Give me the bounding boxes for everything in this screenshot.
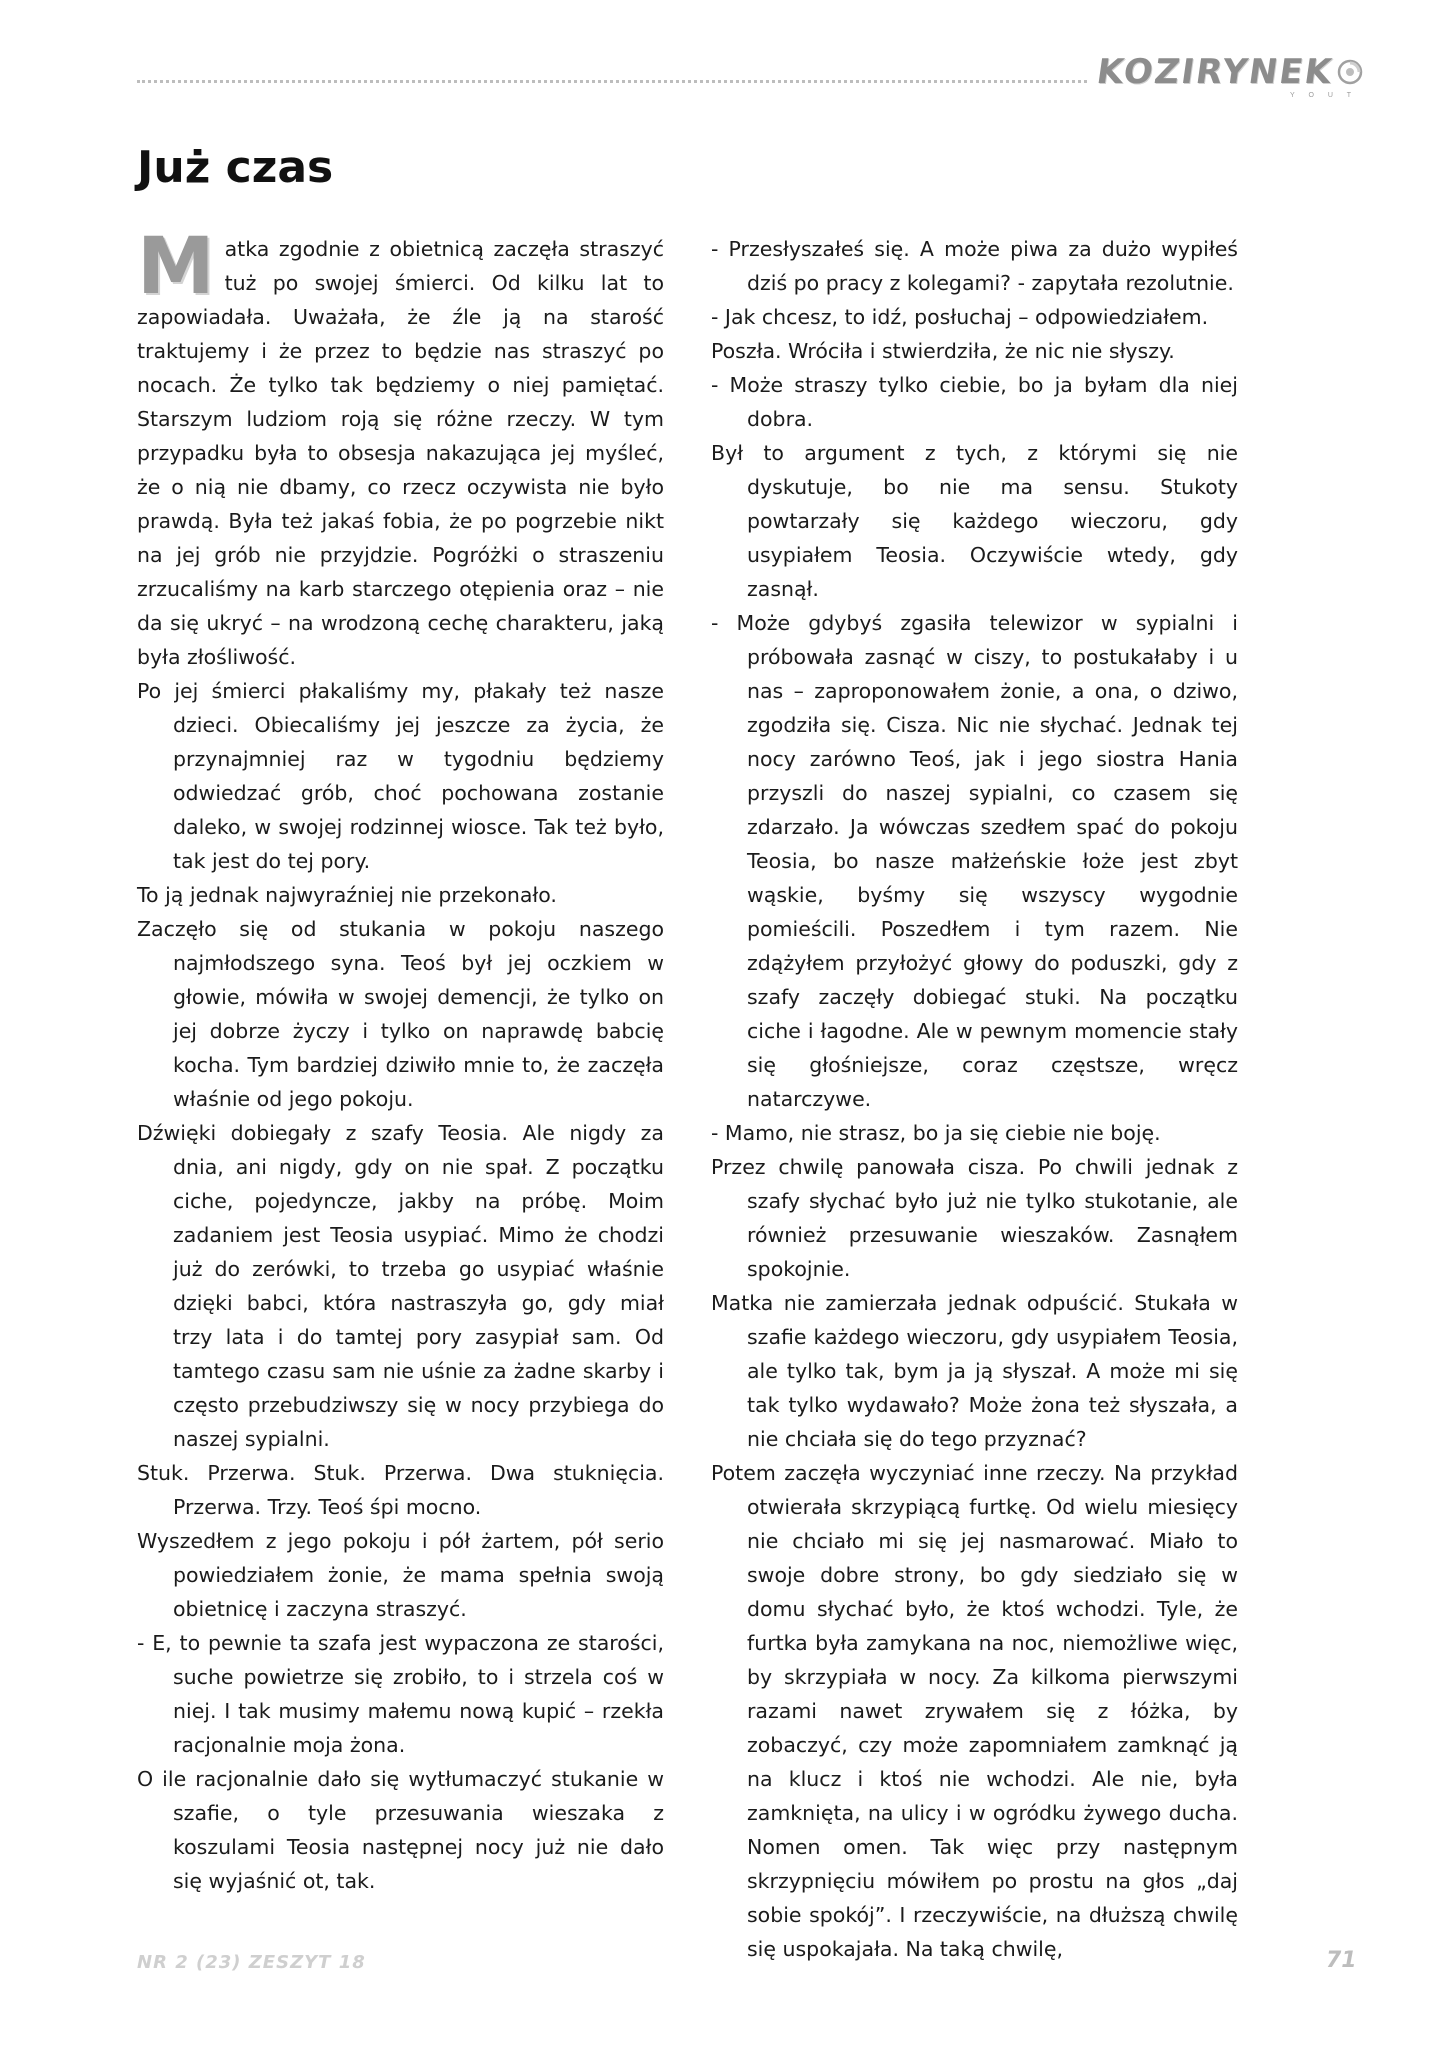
paragraph: Po jej śmierci płakaliśmy my, płakały też nasze dzieci. Obiecaliśmy jej jeszcze za życia, że przynajmniej raz w tygodniu będziemy odwiedzać grób, choć pochowana zostanie daleko, w swojej rodzinnej wiosce. Tak też było, tak jest do tej pory. bbox=[137, 679, 664, 873]
paragraph: Matka nie zamierzała jednak odpuścić. Stukała w szafie każdego wieczoru, gdy usypiałem Teosia, ale tylko tak, bym ja ją słyszał. A może mi się tak tylko wydawało? Może żona też słyszała, a nie chciała się do tego przyznać? bbox=[711, 1291, 1238, 1451]
lead-paragraph: Matka zgodnie z obietnicą zaczęła straszyć tuż po swojej śmierci. Od kilku lat to zapowiadała. Uważała, że źle ją na starość traktujemy i że przez to będzie nas straszyć po nocach. Że tylko tak będziemy o niej pamiętać. Starszym ludziom roją się różne rzeczy. W tym przypadku była to obsesja nakazująca jej myśleć, że o nią nie dbamy, co rzecz oczywista nie było prawdą. Była też jakaś fobia, że po pogrzebie nikt na jej grób nie przyjdzie. Pogróżki o straszeniu zrzucaliśmy na karb starczego otępienia oraz – nie da się ukryć – na wrodzoną cechę charakteru, jaką była złośliwość. bbox=[137, 222, 664, 669]
paragraph: - Może straszy tylko ciebie, bo ja byłam dla niej dobra. bbox=[711, 373, 1238, 431]
paragraph: Poszła. Wróciła i stwierdziła, że nic nie słyszy. bbox=[711, 339, 1175, 363]
page-number: 71 bbox=[1326, 1948, 1357, 1973]
paragraph: - Mamo, nie strasz, bo ja się ciebie nie boję. bbox=[711, 1121, 1161, 1145]
logo-text: KOZIRYNEK bbox=[1094, 52, 1336, 92]
paragraph: - E, to pewnie ta szafa jest wypaczona ze starości, suche powietrze się zrobiło, to i strzela coś w niej. I tak musimy małemu nową kupić – rzekła racjonalnie moja żona. bbox=[137, 1631, 664, 1757]
paragraph: - Może gdybyś zgasiła telewizor w sypialni i próbowała zasnąć w ciszy, to postukałaby i u nas – zaproponowałem żonie, a ona, o dziwo, zgodziła się. Cisza. Nic nie słychać. Jednak tej nocy zarówno Teoś, jak i jego siostra Hania przyszli do naszej sypialni, co czasem się zdarzało. Ja wówczas szedłem spać do pokoju Teosia, bo nasze małżeńskie łoże jest zbyt wąskie, byśmy się wszyscy wygodnie pomieścili. Poszedłem i tym razem. Nie zdążyłem przyłożyć głowy do poduszki, gdy z szafy zaczęły dobiegać stuki. Na początku ciche i łagodne. Ale w pewnym momencie stały się głośniejsze, coraz częstsze, wręcz natarczywe. bbox=[711, 611, 1238, 1111]
paragraph: Potem zaczęła wyczyniać inne rzeczy. Na przykład otwierała skrzypiącą furtkę. Od wielu miesięcy nie chciało mi się jej nasmarować. Miało to swoje dobre strony, bo gdy siedziało się w domu słychać było, że ktoś wchodzi. Tyle, że furtka była zamykana na noc, niemożliwe więc, by skrzypiała w nocy. Za kilkoma pierwszymi razami nawet zrywałem się z łóżka, by zobaczyć, czy może zapomniałem zamknąć ją na klucz i ktoś nie wchodzi. Ale nie, była zamknięta, na ulicy i w ogródku żywego ducha. Nomen omen. Tak więc przy następnym skrzypnięciu mówiłem po prostu na głos „daj sobie spokój”. I rzeczywiście, na dłuższą chwilę się uspokajała. Na taką chwilę, bbox=[711, 1461, 1238, 1961]
paragraph: Zaczęło się od stukania w pokoju naszego najmłodszego syna. Teoś był jej oczkiem w głowie, mówiła w swojej demencji, że tylko on jej dobrze życzy i tylko on naprawdę babcię kocha. Tym bardziej dziwiło mnie to, że zaczęła właśnie od jego pokoju. bbox=[137, 917, 664, 1111]
paragraph: - Jak chcesz, to idź, posłuchaj – odpowiedziałem. bbox=[711, 305, 1209, 329]
paragraph: Stuk. Przerwa. Stuk. Przerwa. Dwa stuknięcia. Przerwa. Trzy. Teoś śpi mocno. bbox=[137, 1461, 664, 1519]
paragraph: O ile racjonalnie dało się wytłumaczyć stukanie w szafie, o tyle przesuwania wieszaka z koszulami Teosia następnej nocy już nie dało się wyjaśnić ot, tak. bbox=[137, 1767, 664, 1893]
paragraph: Przez chwilę panowała cisza. Po chwili jednak z szafy słychać było już nie tylko stukotanie, ale również przesuwanie wieszaków. Zasnąłem spokojnie. bbox=[711, 1155, 1238, 1281]
paragraph: To ją jednak najwyraźniej nie przekonało. bbox=[137, 883, 557, 907]
drop-cap: M bbox=[137, 222, 215, 312]
paragraph: Wyszedłem z jego pokoju i pół żartem, pół serio powiedziałem żonie, że mama spełnia swoją obietnicę i zaczyna straszyć. bbox=[137, 1529, 664, 1621]
paragraph: Był to argument z tych, z którymi się nie dyskutuje, bo nie ma sensu. Stukoty powtarzały się każdego wieczoru, gdy usypiałem Teosia. Oczywiście wtedy, gdy zasnął. bbox=[711, 441, 1238, 601]
left-column bbox=[137, 222, 664, 1898]
issue-label: NR 2 (23) ZESZYT 18 bbox=[137, 1952, 366, 1973]
paragraph: Dźwięki dobiegały z szafy Teosia. Ale nigdy za dnia, ani nigdy, gdy on nie spał. Z początku ciche, pojedyncze, jakby na próbę. Moim zadaniem jest Teosia usypiać. Mimo że chodzi już do zerówki, to trzeba go usypiać właśnie dzięki babci, która nastraszyła go, gdy miał trzy lata i do tamtej pory zasypiał sam. Od tamtego czasu sam nie uśnie za żadne skarby i często przebudziwszy się w nocy przybiega do naszej sypialni. bbox=[137, 1121, 664, 1451]
header-dotted-rule bbox=[137, 80, 1087, 83]
article-title: Już czas bbox=[137, 142, 334, 193]
paragraph: - Przesłyszałeś się. A może piwa za dużo wypiłeś dziś po pracy z kolegami? - zapytała rezolutnie. bbox=[711, 237, 1238, 295]
right-column bbox=[711, 232, 1238, 1966]
magazine-logo bbox=[1094, 52, 1365, 92]
logo-subtext: Y O U T bbox=[1290, 92, 1358, 99]
swirl-icon bbox=[1335, 57, 1365, 87]
